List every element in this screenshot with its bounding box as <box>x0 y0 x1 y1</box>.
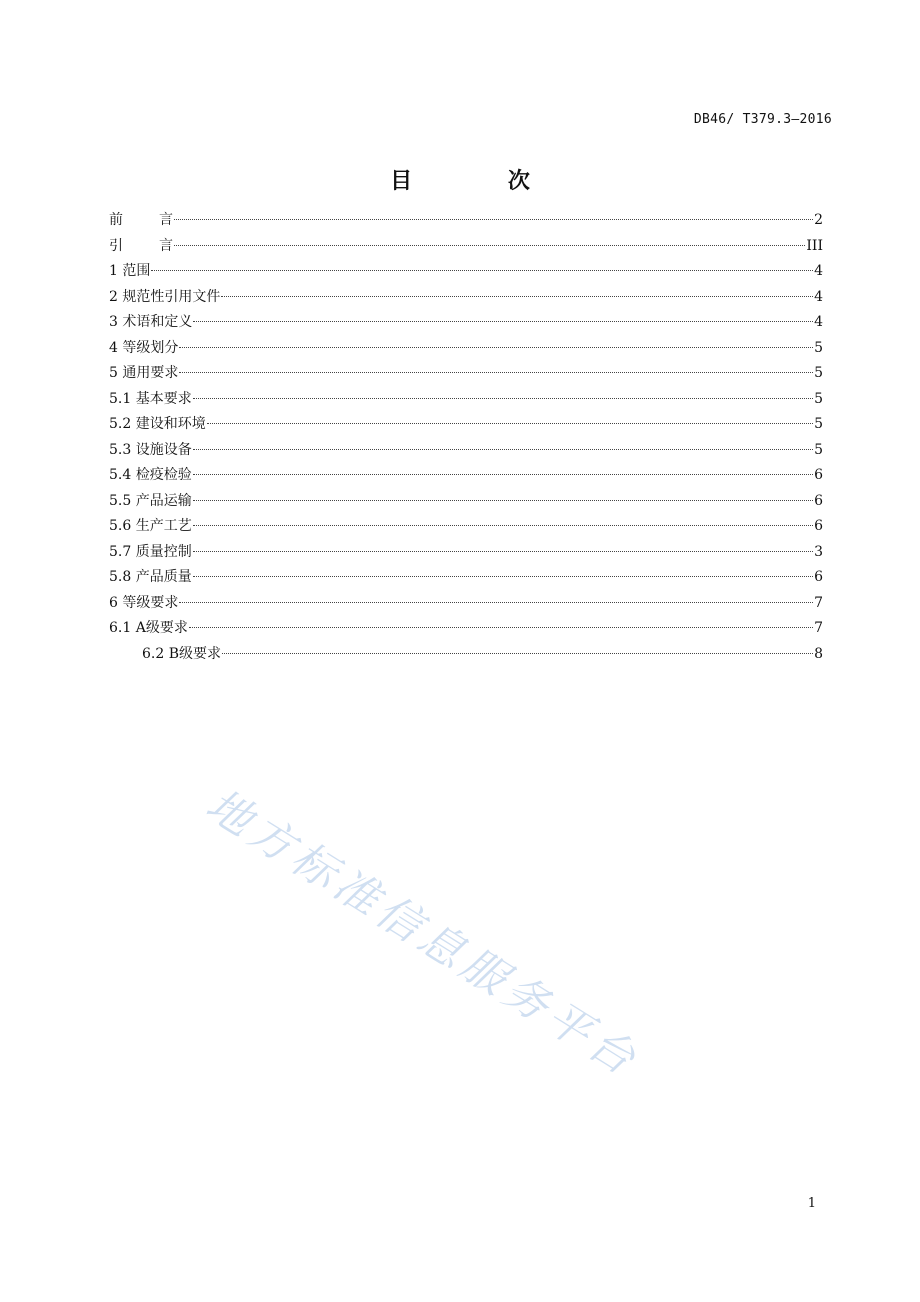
toc-entry-page: 5 <box>814 339 823 356</box>
toc-entry-page: 5 <box>814 390 823 407</box>
toc-dot-leader <box>193 525 813 526</box>
toc-dot-leader <box>174 245 805 246</box>
toc-entry-label: 5.8 产品质量 <box>109 569 192 585</box>
toc-dot-leader <box>179 602 813 603</box>
toc-entry-label: 5.4 检疫检验 <box>109 467 192 483</box>
table-of-contents <box>109 208 823 667</box>
toc-dot-leader <box>222 653 813 654</box>
toc-entry-label: 5.7 质量控制 <box>109 543 192 560</box>
toc-entry-label: 3 术语和定义 <box>109 314 193 330</box>
toc-dot-leader <box>193 551 813 552</box>
toc-entry-label: 4 等级划分 <box>109 339 179 356</box>
toc-entry-label: 1 范围 <box>109 263 151 279</box>
toc-entry-3[interactable] <box>109 310 823 336</box>
toc-title: 目 次 <box>390 169 574 194</box>
toc-entry-5-8[interactable] <box>109 565 823 591</box>
toc-entry-5-1[interactable] <box>109 387 823 413</box>
toc-dot-leader <box>179 372 813 373</box>
toc-entry-label: 5.2 建设和环境 <box>109 416 206 432</box>
toc-entry-5-2[interactable] <box>109 412 823 438</box>
toc-entry-label: 引言 <box>109 237 209 254</box>
toc-entry-6-2[interactable] <box>109 642 823 668</box>
toc-entry-page: 8 <box>814 645 823 662</box>
toc-entry-label: 5.1 基本要求 <box>109 390 192 407</box>
toc-entry-page: 5 <box>814 441 823 458</box>
toc-entry-2[interactable] <box>109 285 823 311</box>
toc-entry-page: III <box>806 237 823 254</box>
toc-dot-leader <box>189 627 813 628</box>
document-code: DB46/ T379.3—2016 <box>693 112 832 127</box>
toc-entry-page: 6 <box>814 569 823 585</box>
toc-entry-page: 4 <box>814 263 823 279</box>
watermark-text: 地方标准信息服务平台 <box>197 779 649 1088</box>
toc-dot-leader <box>193 398 813 399</box>
toc-entry-introduction[interactable] <box>109 234 823 260</box>
toc-entry-label: 6.2 B级要求 <box>142 645 222 662</box>
toc-entry-5[interactable] <box>109 361 823 387</box>
toc-dot-leader <box>193 321 813 322</box>
toc-entry-page: 5 <box>814 365 823 381</box>
toc-entry-6-1[interactable] <box>109 616 823 642</box>
toc-entry-label: 2 规范性引用文件 <box>109 288 221 305</box>
toc-entry-foreword[interactable] <box>109 208 823 234</box>
toc-entry-label: 5 通用要求 <box>109 365 179 381</box>
toc-dot-leader <box>193 449 813 450</box>
toc-dot-leader <box>207 423 813 424</box>
toc-entry-page: 5 <box>814 416 823 432</box>
toc-entry-6[interactable] <box>109 591 823 617</box>
toc-entry-label: 5.3 设施设备 <box>109 441 192 458</box>
toc-dot-leader <box>174 219 813 220</box>
toc-entry-label: 前言 <box>109 212 209 228</box>
toc-entry-5-3[interactable] <box>109 438 823 464</box>
toc-entry-page: 7 <box>814 594 823 611</box>
toc-entry-5-7[interactable] <box>109 540 823 566</box>
toc-entry-page: 4 <box>814 314 823 330</box>
toc-dot-leader <box>221 296 813 297</box>
toc-dot-leader <box>151 270 813 271</box>
toc-entry-page: 6 <box>814 518 823 534</box>
toc-entry-5-5[interactable] <box>109 489 823 515</box>
toc-entry-page: 6 <box>814 492 823 509</box>
toc-entry-page: 7 <box>814 620 823 636</box>
toc-dot-leader <box>193 500 813 501</box>
toc-dot-leader <box>179 347 813 348</box>
toc-entry-5-6[interactable] <box>109 514 823 540</box>
toc-entry-4[interactable] <box>109 336 823 362</box>
page-number: 1 <box>807 1196 816 1211</box>
toc-dot-leader <box>193 474 813 475</box>
toc-entry-page: 3 <box>814 543 823 560</box>
toc-entry-label: 5.6 生产工艺 <box>109 518 192 534</box>
toc-entry-label: 6.1 A级要求 <box>109 620 188 636</box>
toc-entry-label: 6 等级要求 <box>109 594 179 611</box>
toc-dot-leader <box>193 576 813 577</box>
toc-entry-page: 6 <box>814 467 823 483</box>
toc-entry-1[interactable] <box>109 259 823 285</box>
toc-entry-page: 2 <box>814 212 823 228</box>
toc-entry-5-4[interactable] <box>109 463 823 489</box>
toc-entry-label: 5.5 产品运输 <box>109 492 192 509</box>
toc-entry-page: 4 <box>814 288 823 305</box>
